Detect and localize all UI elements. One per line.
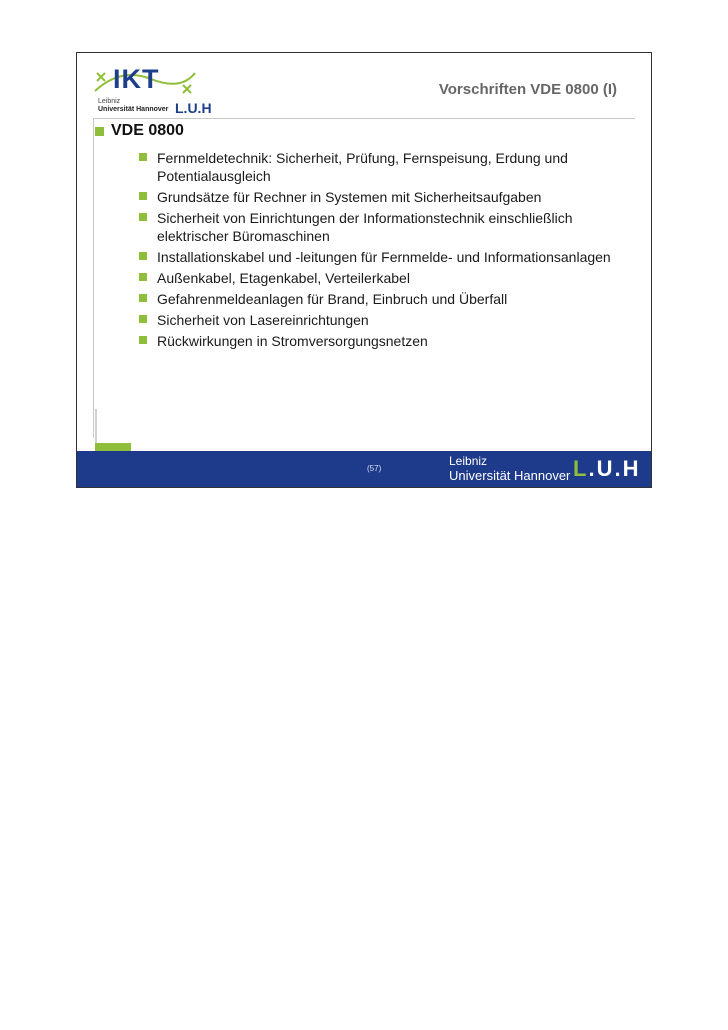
list-item-text: Sicherheit von Lasereinrichtungen	[157, 312, 369, 328]
slide-title: Vorschriften VDE 0800 (I)	[438, 81, 617, 98]
logo-ikt-text: IKT	[113, 64, 160, 94]
footer-bar	[77, 451, 651, 487]
ikt-logo	[91, 61, 212, 117]
square-bullet-icon	[139, 213, 147, 221]
footer-university-text: Universität Hannover	[449, 468, 571, 483]
footer-green-accent	[95, 443, 131, 451]
list-item-text: Installationskabel und -leitungen für Fernmelde- und Informationsanlagen	[157, 249, 611, 265]
square-bullet-icon	[95, 127, 104, 136]
list-item	[139, 248, 639, 266]
list-item	[139, 332, 639, 350]
footer-accent-line	[95, 409, 97, 443]
logo-leibniz-text: Leibniz	[98, 98, 121, 105]
list-item	[139, 209, 639, 245]
main-bullet-item	[95, 122, 184, 140]
list-item	[139, 188, 639, 206]
list-item	[139, 269, 639, 287]
list-item	[139, 311, 639, 329]
footer-leibniz-text: Leibniz	[449, 454, 488, 468]
slide	[76, 52, 652, 488]
list-item-text: Außenkabel, Etagenkabel, Verteilerkabel	[157, 270, 410, 286]
square-bullet-icon	[139, 153, 147, 161]
logo-university-text: Universität Hannover	[98, 106, 169, 113]
list-item	[139, 290, 639, 308]
square-bullet-icon	[139, 273, 147, 281]
square-bullet-icon	[139, 315, 147, 323]
square-bullet-icon	[139, 252, 147, 260]
list-item-text: Gefahrenmeldeanlagen für Brand, Einbruch und Überfall	[157, 291, 508, 307]
header-divider	[93, 118, 635, 119]
page-number: (57)	[367, 464, 382, 473]
left-divider	[93, 118, 94, 438]
sub-bullet-list	[139, 149, 639, 353]
list-item	[139, 149, 639, 185]
square-bullet-icon	[139, 336, 147, 344]
list-item-text: Fernmeldetechnik: Sicherheit, Prüfung, Fernspeisung, Erdung und Potentialausgleich	[157, 150, 568, 184]
main-bullet-label: VDE 0800	[111, 122, 184, 139]
square-bullet-icon	[139, 192, 147, 200]
list-item-text: Grundsätze für Rechner in Systemen mit Sicherheitsaufgaben	[157, 189, 542, 205]
list-item-text: Rückwirkungen in Stromversorgungsnetzen	[157, 333, 428, 349]
list-item-text: Sicherheit von Einrichtungen der Informationstechnik einschließlich elektrischer Büromaschinen	[157, 210, 573, 244]
square-bullet-icon	[139, 294, 147, 302]
logo-luh-mark: L.U.H	[175, 100, 212, 116]
footer-luh-logo: L.U.H	[573, 456, 641, 481]
